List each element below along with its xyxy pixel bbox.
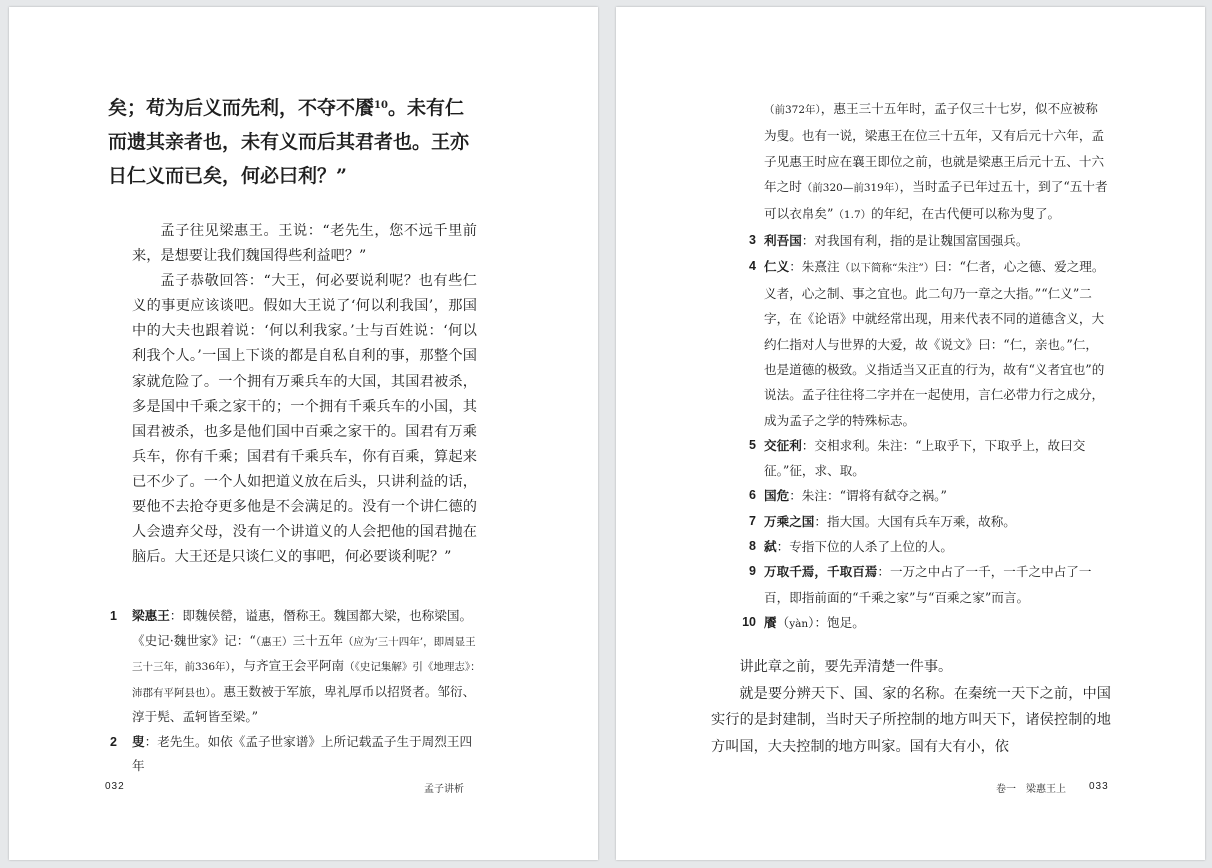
note-text: ：朱熹注 <box>789 258 840 274</box>
note-text: ：即魏侯罃，谥惠，僭称王。魏国都大梁，也称梁国。《史记·魏世家》记：“ <box>132 608 473 648</box>
notes-list-right <box>742 96 1110 637</box>
note-ref-10: 10 <box>374 100 388 111</box>
note-text: ：指大国。大国有兵车万乘，故称。 <box>814 513 1016 529</box>
note-term: 梁惠王 <box>132 608 170 623</box>
note-inline-annotation: （以下简称“朱注”） <box>839 261 935 274</box>
lead-text-after: 。未有仁而遗其亲者也，未有义而后其君者也。王亦日仁义而已矣，何必曰利？” <box>108 97 470 187</box>
note-term: 万取千焉，千取百焉 <box>764 564 878 580</box>
page-number-left: 032 <box>105 781 125 792</box>
note-term: 万乘之国 <box>764 513 815 529</box>
note-term: 餍 <box>764 614 777 630</box>
note-inline-annotation: （前372年） <box>764 104 821 116</box>
note-number: 4 <box>749 258 756 273</box>
note-number: 5 <box>749 437 756 452</box>
note-text: ，当时孟子已年过五十，到了“五十者可以衣帛矣” <box>764 178 1108 222</box>
note-number: 7 <box>749 513 756 528</box>
notes-list-left <box>110 604 482 779</box>
note-text: 的年纪，在古代便可以称为叟了。 <box>871 206 1061 222</box>
note-text: 曰：“仁者，心之德、爱之理。义者，心之制、事之宜也。此二句乃一章之大指。”“仁义”二字，在《论语》中就经常出现，用来代表不同的道德含义，大约仁指对人与世界的大爱，故《说文》曰：“仁，亲也。”仁，也是道德的极致。义指适当又正直的行为，故有“义者宜也”的说法。孟子往往将二字并在一起使用，言仁必带力行之成分，成为孟子之学的特殊标志。 <box>764 258 1105 428</box>
note-inline-annotation: （前320—前319年） <box>801 181 900 194</box>
note-2-continuation <box>742 96 1110 228</box>
note-term: 交征利 <box>764 437 802 453</box>
translation-block <box>132 219 477 570</box>
note-inline-annotation: （《史记集解》引《地理志》：沛郡有平阿县也） <box>132 661 481 699</box>
note-text: ：一万之中占了一千，一千之中占了一百，即指前面的“千乘之家”与“百乘之家”而言。 <box>764 564 1092 605</box>
note-text: ，惠王三十五年时，孟子仅三十七岁，似不应被称为叟。也有一说，梁惠王在位三十五年，又有后元十六年，孟子见惠王时应在襄王即位之前，也就是梁惠王后元十五、十六年之时 <box>764 101 1105 194</box>
note-text: ）：饱足。 <box>808 614 865 630</box>
note-text: 三十五年 <box>292 632 343 648</box>
lead-text-before: 矣；苟为后义而先利，不夺不餍 <box>108 97 375 119</box>
note-text: 。惠王数被于军旅，卑礼厚币以招贤者。邹衍、淳于髡、孟轲皆至梁。” <box>132 683 476 724</box>
note-item-10 <box>742 610 1110 637</box>
note-item-5 <box>742 433 1110 484</box>
translation-paragraph: 孟子往见梁惠王。王说：“老先生，您不远千里前来，是想要让我们魏国得些利益吧？” <box>132 223 477 265</box>
running-head-right: 卷一 梁惠王上 <box>996 784 1066 795</box>
note-term: 利吾国 <box>764 233 802 249</box>
note-number: 6 <box>749 488 756 503</box>
note-pinyin: yàn <box>789 617 809 630</box>
note-item-8 <box>742 534 1110 559</box>
note-term: 弑 <box>764 539 777 555</box>
note-text: ：专指下位的人杀了上位的人。 <box>776 539 953 555</box>
note-text: ：对我国有利，指的是让魏国富国强兵。 <box>801 233 1029 249</box>
note-number: 2 <box>110 734 117 749</box>
note-text: ：老先生。如依《孟子世家谱》上所记载孟子生于周烈王四年 <box>132 733 473 773</box>
note-term: 仁义 <box>764 258 790 274</box>
note-item-1 <box>110 604 482 730</box>
note-text: ：朱注：“谓将有弑夺之祸。” <box>789 488 947 504</box>
note-item-3 <box>742 228 1110 253</box>
note-item-2 <box>110 730 482 779</box>
note-number: 3 <box>749 233 756 248</box>
note-number: 9 <box>749 564 756 579</box>
note-item-9 <box>742 559 1110 610</box>
note-inline-annotation: （应为‘三十四年’，即周显王三十三年，前336年） <box>132 635 476 673</box>
commentary-block <box>711 654 1111 760</box>
note-text: （ <box>776 614 790 630</box>
note-inline-annotation: （惠王） <box>255 635 293 648</box>
original-text-lead <box>108 91 478 193</box>
note-inline-annotation: （1.7） <box>833 209 872 222</box>
note-term: 国危 <box>764 488 790 504</box>
note-text: ，与齐宣王会平阿南 <box>230 658 345 673</box>
note-number: 1 <box>110 609 117 623</box>
note-term: 叟 <box>132 733 145 749</box>
note-number: 8 <box>749 539 756 554</box>
note-item-6 <box>742 483 1110 508</box>
page-number-right: 033 <box>1089 781 1109 792</box>
commentary-paragraph: 讲此章之前，要先弄清楚一件事。 <box>739 659 953 675</box>
note-number: 10 <box>742 614 756 629</box>
note-text: ：交相求利。朱注：“上取乎下，下取乎上，故曰交征。”征，求、取。 <box>764 437 1086 479</box>
note-item-4 <box>742 254 1110 433</box>
running-head-left: 孟子讲析 <box>424 784 464 795</box>
translation-paragraph: 孟子恭敬回答：“大王，何必要说利呢？也有些仁义的事更应该谈吧。假如大王说了‘何以利我国’，那国中的大夫也跟着说：‘何以利我家。’士与百姓说：‘何以利我个人。’一国上下谈的都是自私自利的事，那整个国家就危险了。一个拥有万乘兵车的大国，其国君被杀，多是国中千乘之家干的；一个拥有千乘兵车的小国，其国君被杀，也多是他们国中百乘之家干的。国君有万乘兵车，你有千乘；国君有千乘兵车，你有百乘，算起来已不少了。一个人如把道义放在后头，只讲利益的话，要他不去抢夺更多他是不会满足的。没有一个讲仁德的人会遗弃父母，没有一个讲道义的人会把他的国君抛在脑后。大王还是只谈仁义的事吧，何必要谈利呢？” <box>132 273 477 566</box>
note-item-7 <box>742 509 1110 534</box>
left-page <box>9 7 598 860</box>
commentary-paragraph: 就是要分辨天下、国、家的名称。在秦统一天下之前，中国实行的是封建制，当时天子所控制的地方叫天下，诸侯控制的地方叫国，大夫控制的地方叫家。国有大有小，依 <box>711 685 1111 755</box>
right-page <box>616 7 1205 860</box>
